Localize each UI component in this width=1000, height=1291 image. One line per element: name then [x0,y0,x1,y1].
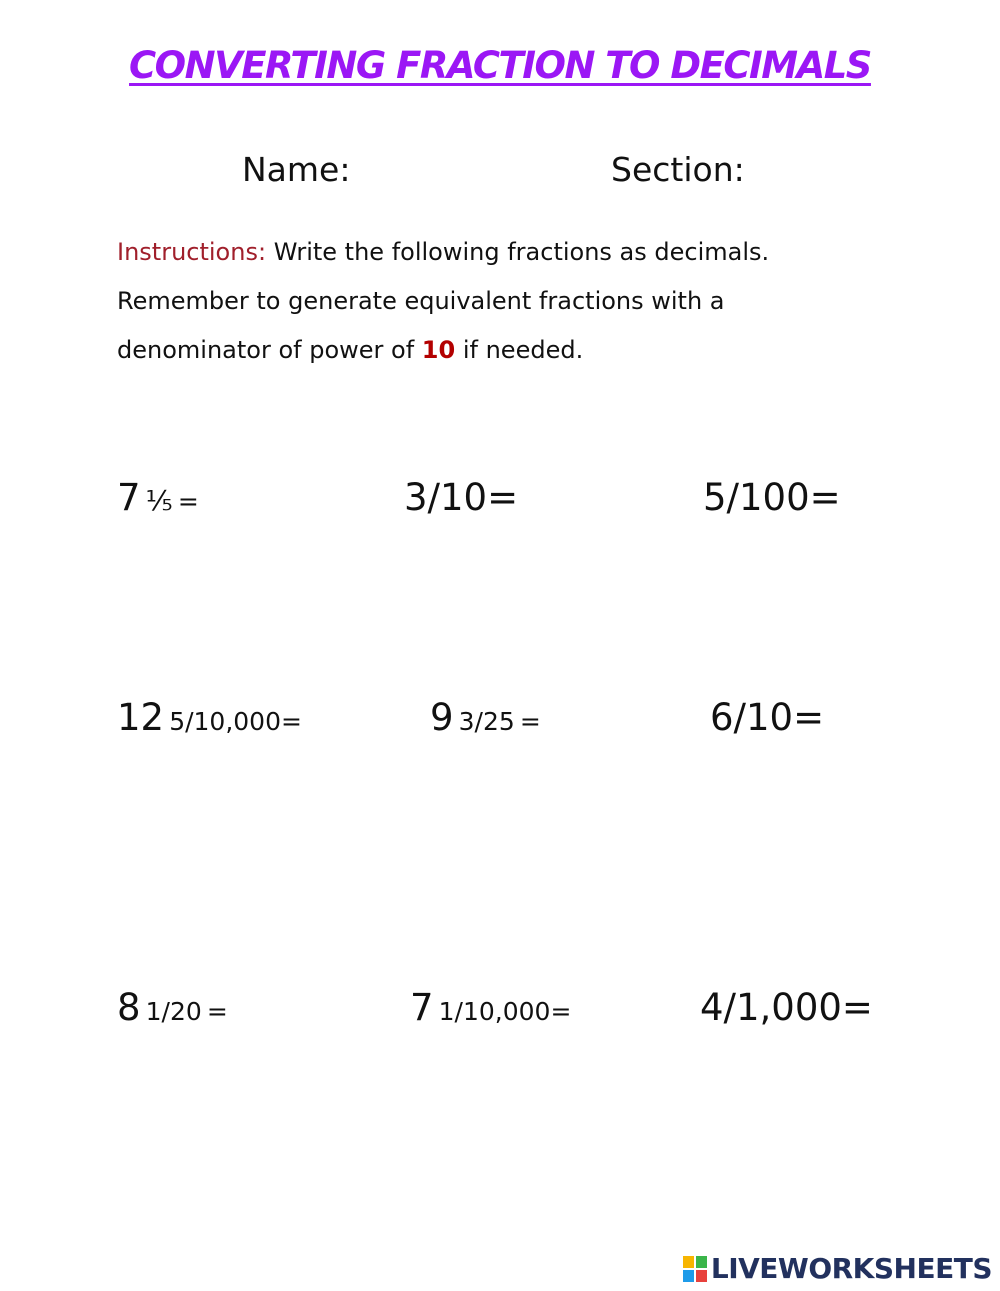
problem-2-fraction: 3/10= [404,476,519,519]
problem-7-fraction: 1/20 [145,997,202,1026]
problem-3 [703,476,841,519]
problem-1-whole: 7 [117,476,141,519]
problem-6 [710,696,824,739]
brand-name: LIVEWORKSHEETS [710,1252,992,1285]
liveworksheets-logo-icon [683,1256,707,1282]
instructions-line-1: Write the following fractions as decimals. [273,238,770,266]
section-label: Section: [611,150,745,189]
problem-4 [117,696,302,739]
problem-5-fraction: 3/25 [458,707,515,736]
problem-2 [404,476,518,519]
problem-5-whole: 9 [430,696,454,739]
problem-7-equals: = [206,997,228,1026]
instructions-line-2: Remember to generate equivalent fractions with a [117,287,725,315]
problem-9-fraction: 4/1,000= [700,986,873,1029]
page-title: CONVERTING FRACTION TO DECIMALS [129,44,871,87]
problem-1-fraction: ⅕ [145,484,173,517]
problem-5 [430,696,541,739]
problem-8-fraction: 1/10,000= [438,997,572,1026]
problem-7-whole: 8 [117,986,141,1029]
instructions [117,228,877,375]
name-label: Name: [242,150,351,189]
problem-7 [117,986,228,1029]
problem-6-fraction: 6/10= [710,696,825,739]
instructions-line-3a: denominator of power of [117,336,415,364]
problem-8-whole: 7 [410,986,434,1029]
problem-4-whole: 12 [117,696,165,739]
problem-9 [700,986,873,1029]
instructions-highlight: 10 [421,336,456,364]
problem-4-fraction: 5/10,000= [169,707,302,736]
problem-8 [410,986,571,1029]
problem-5-equals: = [519,707,541,736]
problem-1 [117,476,199,519]
instructions-label: Instructions: [117,238,267,266]
problem-3-fraction: 5/100= [703,476,841,519]
instructions-line-3b: if needed. [462,336,584,364]
liveworksheets-brand[interactable] [683,1252,992,1285]
problem-1-equals: = [177,487,199,516]
